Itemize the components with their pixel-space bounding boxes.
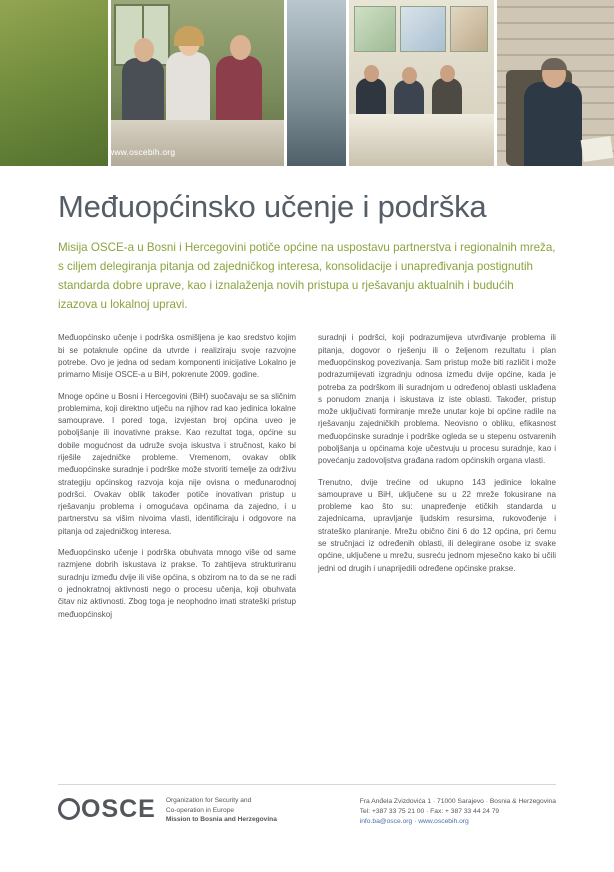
org-line-1: Organization for Security and [165, 797, 252, 804]
osce-logo-text: OSCE [81, 794, 156, 823]
header-photo-meeting-women [108, 0, 284, 166]
header-photo-sky-building [284, 0, 346, 166]
paragraph: Trenutno, dvije trećine od ukupno 143 jedinice lokalne samouprave u BiH, uključene su u 22 mreže fokusirane na probleme kao što su: unapređenje etičkih standarda u zajednicama, upravljanje ljudskim resursima, rukovođenje i strateško planiranje. Mrežu obično čini 6 do 12 općina, pri čemu se stručnjaci iz određenih oblasti, ili delegirane osobe iz svake općine, uključene u mrežu, susreću jednom mjesečno kako bi učili jedni od drugih i unaprijedili određene općinske prakse. [318, 477, 556, 573]
osce-organization-name [166, 794, 277, 825]
body-columns [0, 314, 614, 630]
paragraph: Međuopćinsko učenje i podrška obuhvata mnogo više od same razmjene dobrih iskustava iz prakse. To zahtijeva strukturiranu suradnju između dvije ili više općina, s obzirom na to da se ne radi o jednokratnoj aktivnosti nego o procesu učenja, koji obuhvata čitav niz aktivnosti. Zbog toga je neophodno imati strateški pristup međuopćinskoj [58, 548, 296, 619]
org-line-2: Co-operation in Europe [165, 806, 235, 814]
circle-icon [58, 798, 80, 820]
header-website-url[interactable]: www.oscebih.org [108, 147, 176, 157]
footer-phone: Tel: +387 33 75 21 00 · Fax: + 387 33 44 24 79 [359, 808, 500, 816]
header-photo-band [0, 0, 614, 166]
footer-separator: · [414, 818, 419, 826]
footer-divider [58, 784, 556, 785]
paragraph: Međuopćinsko učenje i podrška osmišljena je kao sredstvo kojim bi se potaknule općine da utvrde i realiziraju svoje razvojne potrebe. Ovo je jedna od sedam komponenti inicijative Lokalno je primarno Misije OSCE-a u BiH, pokrenute 2009. godine. [58, 333, 296, 380]
footer-website[interactable]: www.oscebih.org [418, 818, 469, 826]
body-column-left [58, 332, 296, 630]
body-column-right [318, 332, 556, 630]
paragraph: Mnoge općine u Bosni i Hercegovini (BiH) suočavaju se sa sličnim problemima, koji direktno utječu na njihov rad kao jedinica lokalne samouprave. I pored toga, izvjestan broj općina uveo je poboljšanje ili inovativne prakse. Kao rezultat toga, općine su dobile mogućnost da udruže svoja iskustva i stručnost, kako bi riješile zajedničke probleme. Vremenom, ovakav oblik međuopćinske suradnje i podrške može stvoriti temelje za održivu strategiju općinskog razvoja koja nije ovisna o međunarodnoj podršci. Ovakav oblik također potiče inovativan pristup u rješavanju problema i omogućava općinama da zajedno, i u partnerstvu sa višim nivoima vlasti, identificiraju i odgovore na pitanja od zajedničkog interesa. [58, 391, 296, 536]
footer-email[interactable]: info.ba@osce.org [359, 818, 413, 826]
footer-contact-block [360, 794, 556, 827]
page-footer [0, 776, 614, 872]
osce-logo [58, 795, 156, 824]
header-photo-conference-room [346, 0, 494, 166]
paragraph: suradnji i podršci, koji podrazumijeva utvrđivanje problema ili pitanja, dogovor o rješenju ili o željenom rezultatu i plan međuopćinskog povezivanja. Sam pristup može biti različit i može podrazumijevati izgradnju odnosa između dvije općine, kada je potreba za podrškom ili suradnjom u određenoj oblasti usklađena s ponudom znanja i iskustava iz iste oblasti. Također, pristup može uključivati formiranje mreže unutar koje bi općine radile na rješavanju zajedničkih problema. Neovisno o obliku, efikasnost međuopćinske suradnje i podrške ogleda se u stepenu ostvarenih poboljšanja u općinama koje učestvuju u procesu suradnje, kao i povećanju zadovoljstva građana radom općinskih organa vlasti. [318, 333, 556, 466]
header-photo-seated-man [494, 0, 614, 166]
mission-line: Mission to Bosnia and Herzegovina [165, 816, 277, 824]
page-title: Međuopćinsko učenje i podrška [58, 189, 487, 224]
footer-logo-block [58, 794, 277, 825]
lead-paragraph: Misija OSCE-a u Bosni i Hercegovini potiče općine na uspostavu partnerstva i regionalnih mreža, s ciljem delegiranja pitanja od zajedničkog interesa, konsolidacije i unapređivanja postignutih standarda dobre uprave, kao i iznalaženja novih pristupa u rješavanju aktualnih i budućih izazova u lokalnoj upravi. [58, 241, 556, 311]
title-area [0, 166, 614, 314]
header-photo-green-panel [0, 0, 108, 166]
footer-address: Fra Anđela Zvizdovića 1 · 71000 Sarajevo · Bosnia & Herzegovina [359, 798, 556, 805]
